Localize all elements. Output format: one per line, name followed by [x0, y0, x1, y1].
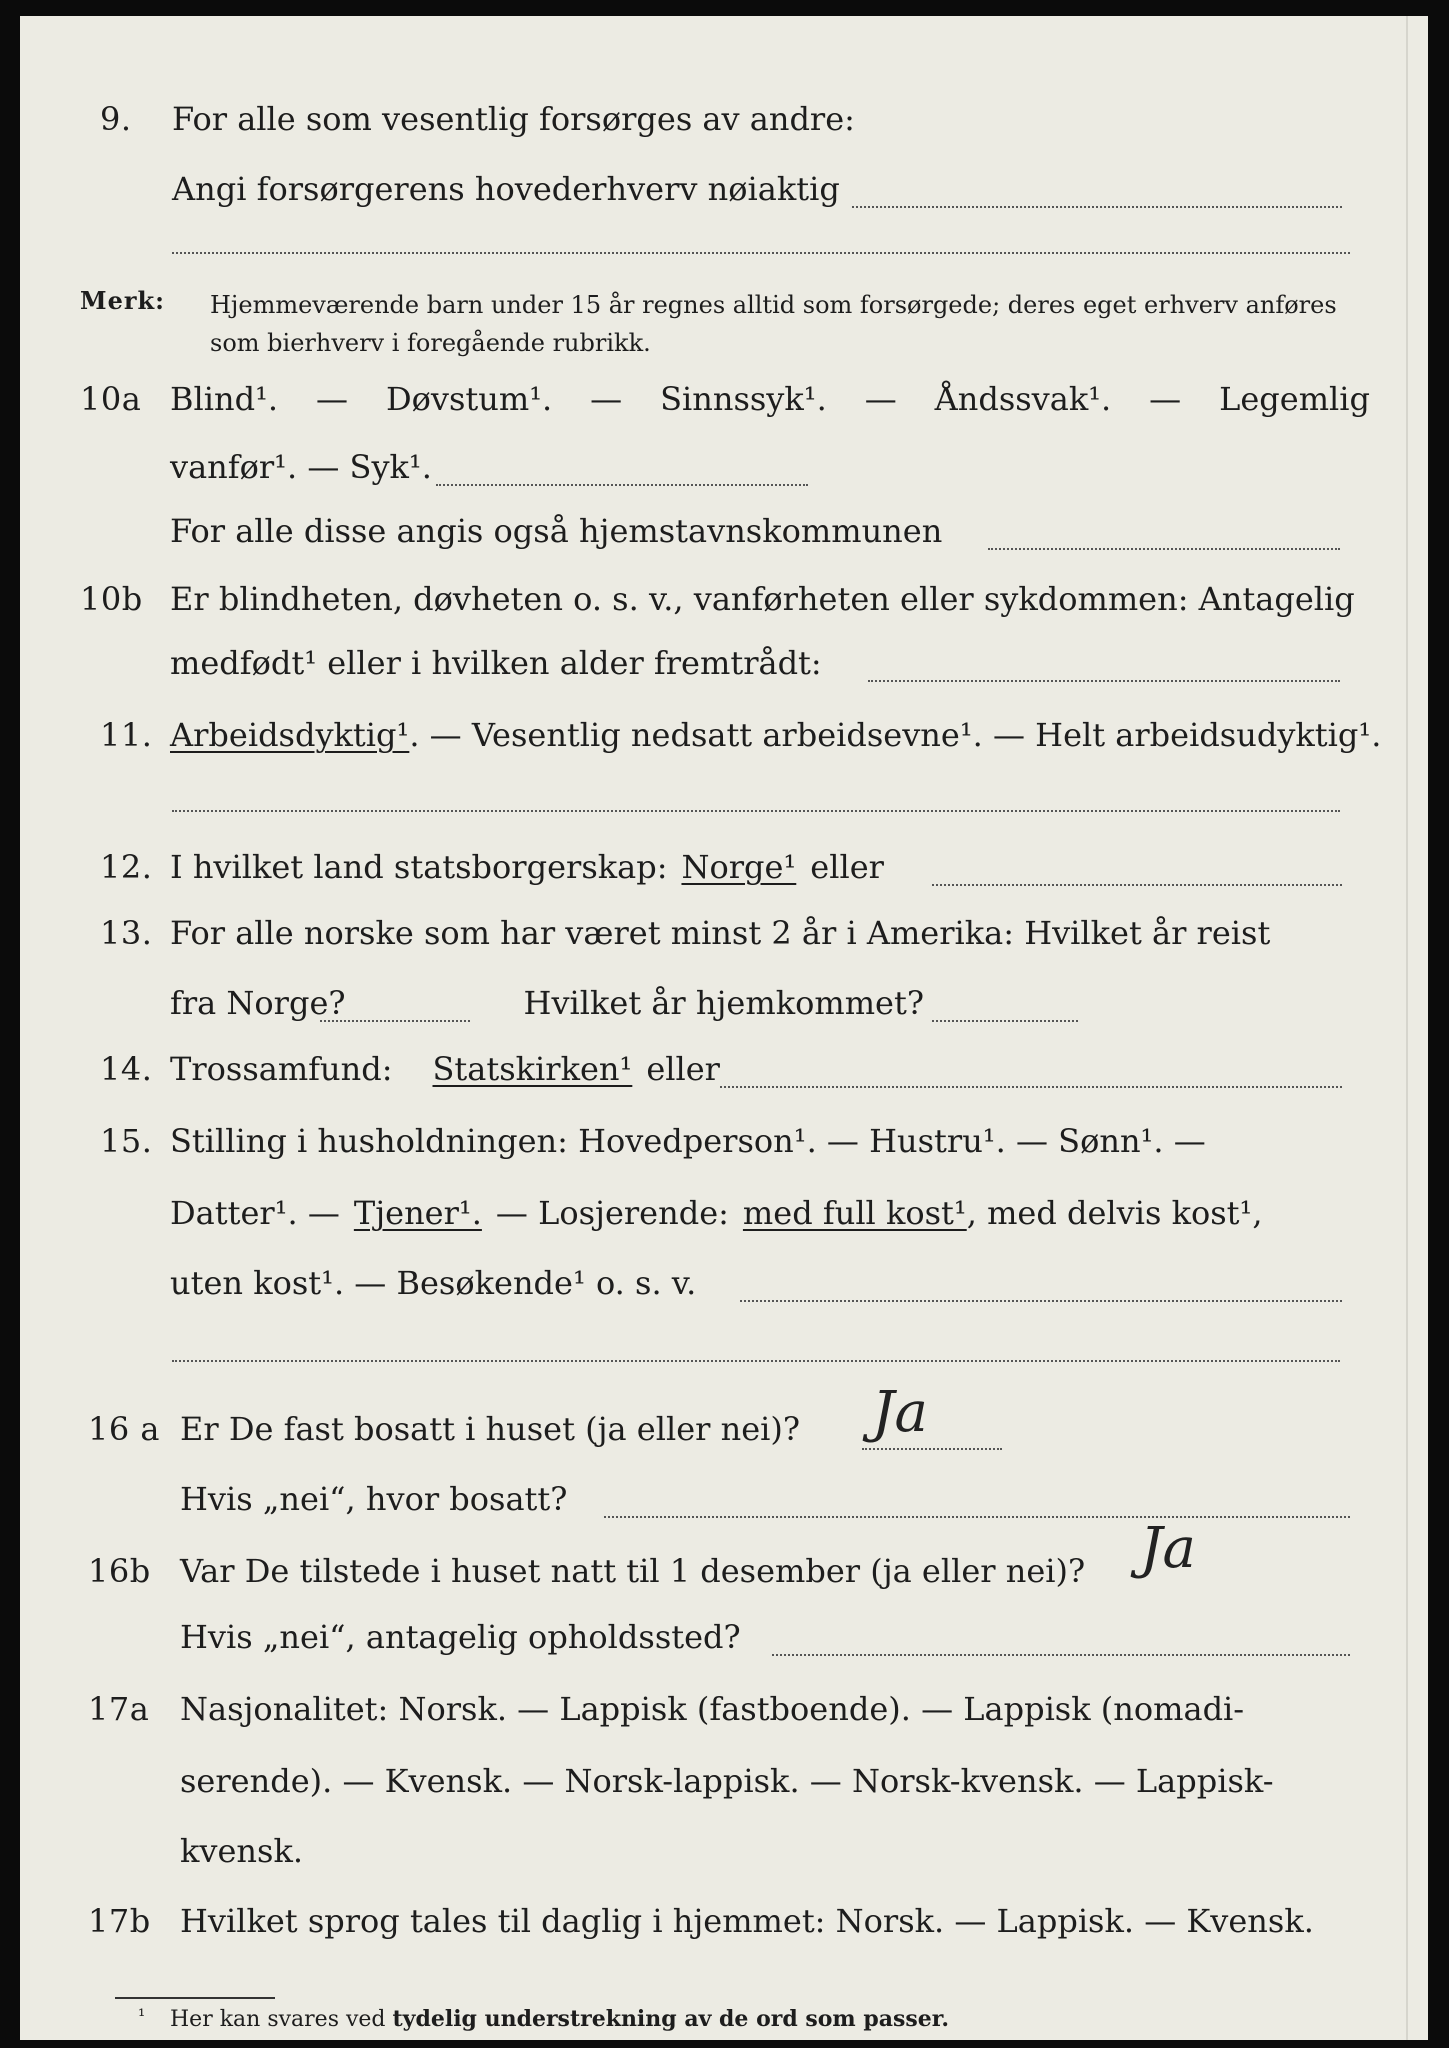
answer-line[interactable]	[172, 810, 1340, 812]
question-15-line2	[20, 1186, 1428, 1246]
question-number: 17b	[88, 1902, 151, 1940]
question-number: 15.	[100, 1122, 153, 1160]
answer-line-row	[20, 216, 1428, 276]
question-number: 14.	[100, 1050, 153, 1088]
question-10a-line2	[20, 440, 1428, 500]
question-15-line3	[20, 1256, 1428, 1316]
question-16a-line2	[20, 1472, 1428, 1532]
question-15	[20, 1114, 1428, 1174]
question-17b	[20, 1894, 1428, 1954]
question-10a	[20, 372, 1428, 432]
answer-underlined[interactable]: Statskirken¹	[432, 1050, 633, 1088]
question-10a-line3	[20, 504, 1428, 564]
question-number: 12.	[100, 848, 153, 886]
question-text: Nasjonalitet: Norsk. — Lappisk (fastboende). — Lappisk (nomadi-	[180, 1690, 1245, 1728]
question-text: I hvilket land statsborgerskap:	[170, 848, 668, 886]
question-number: 11.	[100, 716, 153, 754]
question-text: For alle norske som har været minst 2 år i Amerika: Hvilket år reist	[170, 914, 1271, 952]
answer-line[interactable]	[852, 206, 1342, 208]
question-9-line2	[20, 162, 1428, 222]
answer-line[interactable]	[604, 1516, 1350, 1518]
question-text: Var De tilstede i huset natt til 1 desember (ja eller nei)?	[180, 1552, 1086, 1590]
note-text: Hjemmeværende barn under 15 år regnes alltid som forsørgede; deres eget erhverv anføres som bierhverv i foregående rubrikk.	[210, 291, 1337, 357]
answer-line[interactable]	[740, 1300, 1342, 1302]
question-text: — Losjerende:	[495, 1194, 729, 1232]
answer-line[interactable]	[988, 548, 1340, 550]
answer-line[interactable]	[772, 1654, 1350, 1656]
answer-line[interactable]	[862, 1448, 1002, 1450]
question-10b	[20, 572, 1428, 632]
question-number: 17a	[88, 1690, 150, 1728]
answer-underlined[interactable]: Arbeidsdyktig¹	[170, 716, 410, 754]
question-number: 13.	[100, 914, 153, 952]
answer-underlined[interactable]: Norge¹	[681, 848, 797, 886]
question-text: Er De fast bosatt i huset (ja eller nei)?	[180, 1410, 801, 1448]
question-text: Er blindheten, døvheten o. s. v., vanførheten eller sykdommen: Antagelig	[170, 580, 1355, 618]
question-11	[20, 708, 1428, 768]
answer-line[interactable]	[932, 1020, 1078, 1022]
question-text: eller	[810, 848, 884, 886]
answer-line[interactable]	[436, 484, 808, 486]
answer-line[interactable]	[172, 252, 1350, 254]
footnote-mark: ¹	[138, 2006, 146, 2027]
question-text: fra Norge?	[170, 984, 346, 1022]
form-page	[20, 16, 1428, 2040]
question-text: serende). — Kvensk. — Norsk-lappisk. — Norsk-kvensk. — Lappisk-	[180, 1762, 1274, 1800]
question-13	[20, 906, 1428, 966]
question-16b	[20, 1516, 1428, 1604]
question-text: Hvilket sprog tales til daglig i hjemmet: Norsk. — Lappisk. — Kvensk.	[180, 1902, 1314, 1940]
answer-line[interactable]	[172, 1360, 1340, 1362]
answer-line[interactable]	[868, 680, 1340, 682]
footnote-text: Her kan svares ved tydelig understrekning av de ord som passer.	[170, 2006, 950, 2032]
question-text: For alle som vesentlig forsørges av andre:	[172, 100, 855, 138]
question-17a	[20, 1682, 1428, 1742]
question-10b-line2	[20, 636, 1428, 696]
question-16b-line2	[20, 1610, 1428, 1670]
question-9	[20, 92, 1428, 152]
question-text: uten kost¹. — Besøkende¹ o. s. v.	[170, 1264, 697, 1302]
note	[20, 280, 1428, 370]
question-text: Hvilket år hjemkommet?	[523, 984, 924, 1022]
question-17a-line3	[20, 1824, 1428, 1884]
note-label: Merk:	[80, 286, 165, 315]
question-text: Hvis „nei“, antagelig opholdssted?	[180, 1618, 741, 1656]
question-number: 10b	[80, 580, 143, 618]
question-text: . — Vesentlig nedsatt arbeidsevne¹. — Helt arbeidsudyktig¹.	[409, 716, 1382, 754]
question-text: medfødt¹ eller i hvilken alder fremtrådt:	[170, 644, 822, 682]
question-text: eller	[646, 1050, 720, 1088]
footnote-rule	[115, 1997, 275, 1999]
answer-line-row	[20, 768, 1428, 828]
question-number: 9.	[100, 100, 132, 138]
question-number: 16b	[88, 1552, 151, 1590]
answer-line[interactable]	[720, 1086, 1342, 1088]
question-text: vanfør¹. — Syk¹.	[170, 448, 432, 486]
question-number: 16 a	[88, 1410, 160, 1448]
answer-underlined[interactable]: Tjener¹.	[353, 1194, 482, 1232]
question-text: , med delvis kost¹,	[966, 1194, 1263, 1232]
answer-underlined[interactable]: med full kost¹	[742, 1194, 967, 1232]
question-text: kvensk.	[180, 1832, 303, 1870]
question-17a-line2	[20, 1754, 1428, 1814]
question-text: Trossamfund:	[170, 1050, 393, 1088]
question-text: Blind¹. — Døvstum¹. — Sinnssyk¹. — Åndssvak¹. — Legemlig	[170, 380, 1370, 418]
question-13-line2	[20, 976, 1428, 1036]
question-16a	[20, 1380, 1428, 1462]
handwritten-answer[interactable]: Ja	[1140, 1516, 1196, 1581]
question-text: Datter¹. —	[170, 1194, 340, 1232]
answer-line-row	[20, 1320, 1428, 1380]
question-text: For alle disse angis også hjemstavnskommunen	[170, 512, 943, 550]
question-12	[20, 840, 1428, 900]
handwritten-answer[interactable]: Ja	[872, 1380, 928, 1445]
question-text: Stilling i husholdningen: Hovedperson¹. — Hustru¹. — Sønn¹. —	[170, 1122, 1206, 1160]
answer-line[interactable]	[320, 1020, 470, 1022]
question-14	[20, 1042, 1428, 1102]
question-text: Angi forsørgerens hovederhverv nøiaktig	[172, 170, 840, 208]
question-number: 10a	[80, 380, 142, 418]
question-text: Hvis „nei“, hvor bosatt?	[180, 1480, 568, 1518]
answer-line[interactable]	[932, 884, 1342, 886]
